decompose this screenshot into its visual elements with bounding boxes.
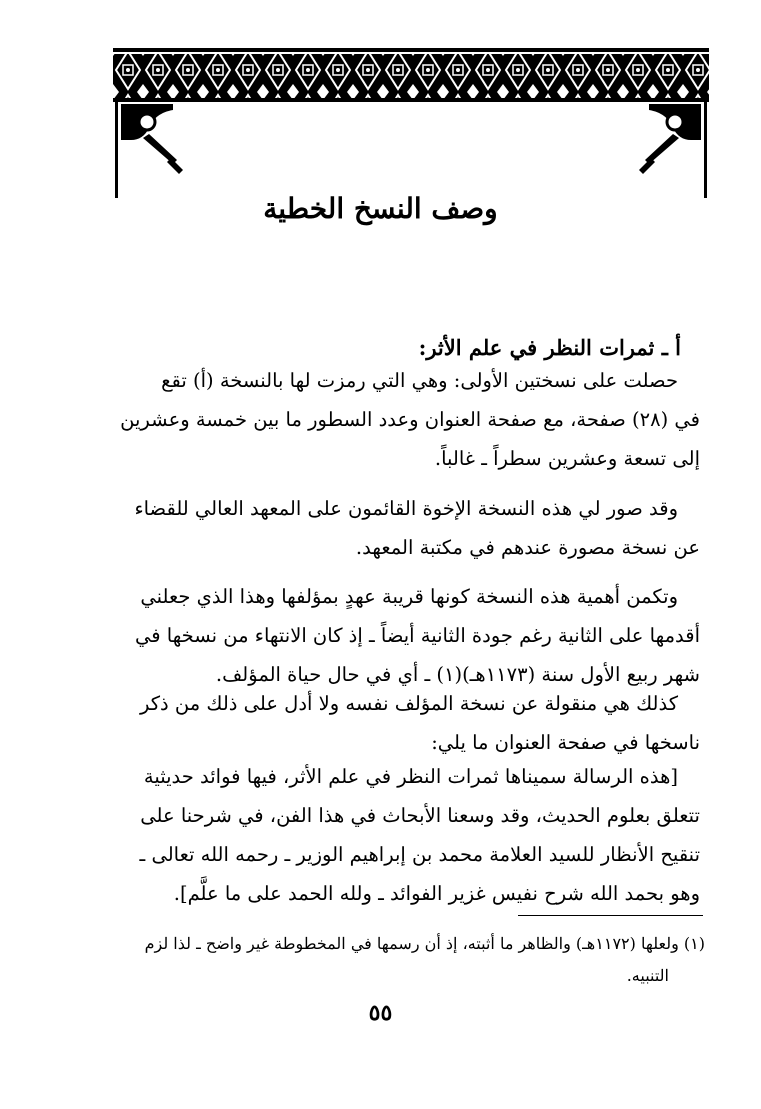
ornament-frame-icon xyxy=(113,48,709,198)
text-line: في (٢٨) صفحة، مع صفحة العنوان وعدد السطور ما بين خمسة وعشرين xyxy=(120,408,700,431)
text-line: وهو بحمد الله شرح نفيس غزير الفوائد ـ ولله الحمد على ما علَّم]. xyxy=(173,882,700,905)
page-title: وصف النسخ الخطية xyxy=(263,192,498,225)
text-line: كذلك هي منقولة عن نسخة المؤلف نفسه ولا أدل على ذلك من ذكر xyxy=(139,692,678,715)
footnote-line: (١) ولعلها (١١٧٢هـ) والظاهر ما أثبته، إذ أن رسمها في المخطوطة غير واضح ـ لذا لزم xyxy=(144,934,705,953)
text-line: حصلت على نسختين الأولى: وهي التي رمزت لها بالنسخة (أ) تقع xyxy=(161,369,678,392)
paragraph-3 xyxy=(100,577,700,694)
text-line: ناسخها في صفحة العنوان ما يلي: xyxy=(431,731,700,754)
paragraph-5 xyxy=(100,757,700,913)
text-line: شهر ربيع الأول سنة (١١٧٣هـ)(١) ـ أي في حال حياة المؤلف. xyxy=(215,663,700,686)
footnote-divider xyxy=(518,915,703,916)
footnote-line: التنبيه. xyxy=(626,966,669,985)
text-line: أقدمها على الثانية رغم جودة الثانية أيضاً ـ إذ كان الانتهاء من نسخها في xyxy=(134,624,700,647)
footnote xyxy=(100,928,705,992)
text-line: تنقيح الأنظار للسيد العلامة محمد بن إبراهيم الوزير ـ رحمه الله تعالى ـ xyxy=(139,843,700,866)
text-line: إلى تسعة وعشرين سطراً ـ غالباً. xyxy=(434,447,700,470)
section-heading: أ ـ ثمرات النظر في علم الأثر: xyxy=(418,335,681,360)
page-number: ٥٥ xyxy=(368,1000,393,1026)
text-line: تتعلق بعلوم الحديث، وقد وسعنا الأبحاث في هذا الفن، في شرحنا على xyxy=(140,804,700,827)
text-line: وتكمن أهمية هذه النسخة كونها قريبة عهدٍ بمؤلفها وهذا الذي جعلني xyxy=(140,585,678,608)
text-line: وقد صور لي هذه النسخة الإخوة القائمون على المعهد العالي للقضاء xyxy=(134,497,678,520)
text-line: [هذه الرسالة سميناها ثمرات النظر في علم الأثر، فيها فوائد حديثية xyxy=(143,765,678,788)
paragraph-2 xyxy=(100,489,700,567)
text-line: عن نسخة مصورة عندهم في مكتبة المعهد. xyxy=(355,536,700,559)
paragraph-4 xyxy=(100,684,700,762)
paragraph-1 xyxy=(100,361,700,478)
